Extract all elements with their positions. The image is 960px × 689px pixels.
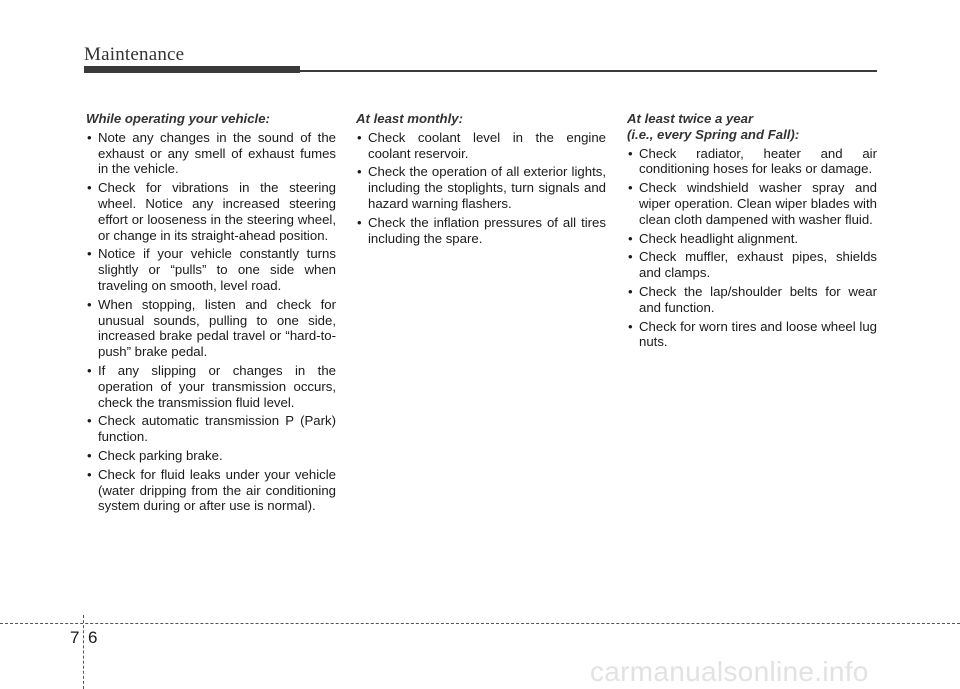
checklist-item: • Check the lap/shoulder belts for wear and function. bbox=[627, 284, 877, 316]
checklist-item: • Check the operation of all exterior lights, including the stoplights, turn signals and hazard warning flashers. bbox=[356, 164, 606, 211]
checklist bbox=[86, 130, 336, 514]
checklist-item: • Notice if your vehicle constantly turns slightly or “pulls” to one side when traveling on smooth, level road. bbox=[86, 246, 336, 293]
checklist-item: • Check radiator, heater and air conditioning hoses for leaks or damage. bbox=[627, 146, 877, 178]
checklist-item: • When stopping, listen and check for unusual sounds, pulling to one side, increased brake pedal travel or “hard-to-push” brake pedal. bbox=[86, 297, 336, 360]
section-heading bbox=[86, 111, 336, 127]
page-number: 6 bbox=[88, 628, 98, 647]
checklist-item: • Check the inflation pressures of all tires including the spare. bbox=[356, 215, 606, 247]
section-heading bbox=[627, 111, 877, 143]
header-rule bbox=[300, 70, 877, 72]
checklist-item: • Note any changes in the sound of the exhaust or any smell of exhaust fumes in the vehicle. bbox=[86, 130, 336, 177]
section-heading-line: (i.e., every Spring and Fall): bbox=[627, 126, 800, 142]
checklist-item: • Check coolant level in the engine coolant reservoir. bbox=[356, 130, 606, 162]
checklist-item: • Check for worn tires and loose wheel lug nuts. bbox=[627, 319, 877, 351]
checklist-item: • If any slipping or changes in the operation of your transmission occurs, check the transmission fluid level. bbox=[86, 363, 336, 410]
watermark: carmanualsonline.info bbox=[590, 656, 869, 687]
checklist-item: • Check for fluid leaks under your vehicle (water dripping from the air conditioning system during or after use is normal). bbox=[86, 467, 336, 514]
checklist bbox=[627, 146, 877, 351]
section-heading-line: While operating your vehicle: bbox=[86, 111, 270, 126]
checklist-item: • Check for vibrations in the steering wheel. Notice any increased steering effort or looseness in the steering wheel, or change in its straight-ahead position. bbox=[86, 180, 336, 243]
checklist-item: • Check windshield washer spray and wiper operation. Clean wiper blades with clean cloth dampened with washer fluid. bbox=[627, 180, 877, 227]
column-twice-a-year bbox=[627, 111, 877, 353]
column-while-operating bbox=[86, 111, 336, 517]
checklist-item: • Check muffler, exhaust pipes, shields and clamps. bbox=[627, 249, 877, 281]
footer-dashed-divider bbox=[83, 615, 84, 689]
checklist-item: • Check parking brake. bbox=[86, 448, 336, 464]
section-heading-line: At least twice a year bbox=[627, 111, 754, 126]
checklist-item: • Check headlight alignment. bbox=[627, 231, 877, 247]
checklist bbox=[356, 130, 606, 247]
page-section-title: Maintenance bbox=[84, 44, 185, 65]
checklist-item: • Check automatic transmission P (Park) function. bbox=[86, 413, 336, 445]
chapter-number: 7 bbox=[70, 628, 80, 647]
footer-dashed-rule bbox=[0, 623, 960, 624]
header-accent-bar bbox=[84, 66, 300, 73]
section-heading-line: At least monthly: bbox=[356, 111, 463, 126]
column-monthly bbox=[356, 111, 606, 249]
section-heading bbox=[356, 111, 606, 127]
